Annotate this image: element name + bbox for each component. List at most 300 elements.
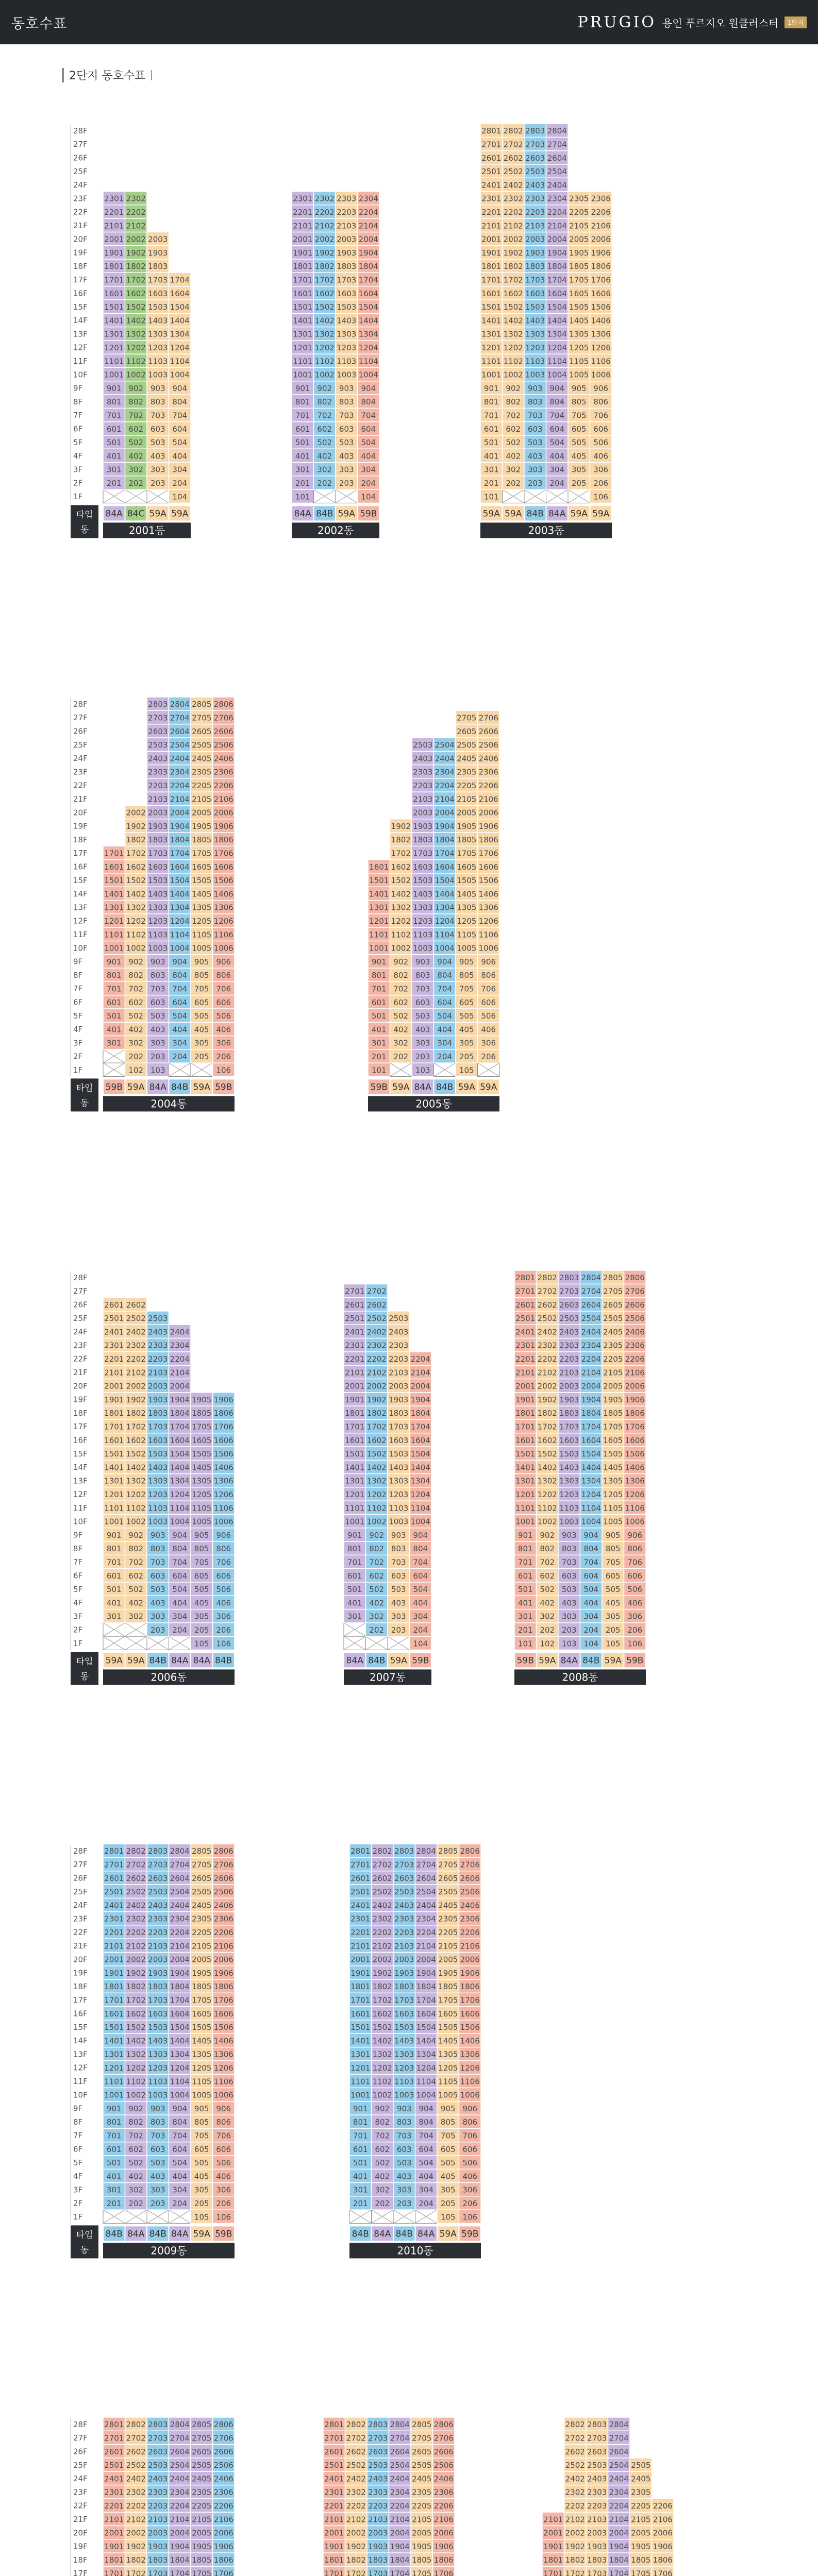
type-cell-label: 84A <box>548 509 566 519</box>
unit-number: 2306 <box>433 2487 454 2497</box>
floor-label: 19F <box>73 1395 88 1404</box>
unit-number: 2202 <box>503 207 523 217</box>
unit-number: 2003 <box>148 2528 168 2538</box>
type-cell-label: 84A <box>560 1655 578 1666</box>
floor-label: 18F <box>73 1981 88 1991</box>
unit-number: 1501 <box>345 1449 365 1459</box>
unit-number: 2303 <box>394 1914 414 1924</box>
unit-number: 2401 <box>515 1327 536 1337</box>
unit-number: 2602 <box>126 2447 146 2456</box>
unit-number: 2302 <box>366 1341 387 1350</box>
unit-number: 2002 <box>126 2528 146 2538</box>
unit-number: 203 <box>527 478 543 488</box>
unit-number: 2304 <box>170 1341 190 1350</box>
unit-number: 2605 <box>192 726 212 736</box>
unit-number: 2406 <box>433 2474 454 2484</box>
unit-number: 1801 <box>481 262 502 272</box>
unit-number: 1105 <box>192 1503 212 1513</box>
unit-number: 1802 <box>503 262 523 272</box>
unit-number: 101 <box>483 492 499 502</box>
unit-number: 1003 <box>148 943 168 953</box>
unit-number: 1803 <box>148 262 168 272</box>
floor-label: 6F <box>73 1571 83 1581</box>
unit-number: 1601 <box>104 289 124 298</box>
type-cell-label: 59A <box>149 509 166 519</box>
unit-number: 2201 <box>324 2501 344 2511</box>
unit-number: 2306 <box>591 194 611 204</box>
unit-number: 2201 <box>515 1354 536 1364</box>
unit-number: 1303 <box>148 903 168 912</box>
unit-number: 2303 <box>559 1341 579 1350</box>
unit-number: 502 <box>393 1011 409 1021</box>
unit-number: 2603 <box>368 2447 388 2456</box>
type-cell-label: 59B <box>105 1082 123 1093</box>
unit-number: 2404 <box>170 2474 190 2484</box>
unit-number: 804 <box>361 397 376 407</box>
floor-label: 10F <box>73 2090 88 2100</box>
unit-number: 601 <box>347 1571 362 1581</box>
unit-number: 404 <box>419 2172 434 2181</box>
unit-number: 1501 <box>104 302 124 312</box>
unit-number: 2805 <box>192 1846 212 1856</box>
unit-number: 2801 <box>104 1846 124 1856</box>
unit-number: 1902 <box>346 2541 366 2551</box>
unit-number: 1001 <box>104 1517 124 1527</box>
unit-number: 1002 <box>126 370 146 380</box>
unit-number: 903 <box>527 383 543 393</box>
unit-number: 2702 <box>503 140 523 149</box>
type-cell-label: 84A <box>418 2229 435 2240</box>
floor-label: 4F <box>73 1025 83 1035</box>
unit-number: 2506 <box>213 2461 233 2470</box>
unit-number: 1803 <box>587 2555 607 2565</box>
unit-number: 1602 <box>537 1435 557 1445</box>
unit-number: 2604 <box>547 153 567 163</box>
unit-number: 2206 <box>213 1927 233 1937</box>
unit-number: 2704 <box>416 1860 436 1870</box>
unit-number: 1805 <box>603 1409 623 1418</box>
unit-number: 605 <box>194 2144 209 2154</box>
unit-number: 2302 <box>372 1914 392 1924</box>
unit-number: 1003 <box>559 1517 579 1527</box>
unit-number: 2204 <box>581 1354 601 1364</box>
unit-number: 1101 <box>104 930 124 940</box>
unit-number: 2106 <box>478 794 498 804</box>
unit-number: 1301 <box>104 1476 124 1486</box>
unit-number: 303 <box>561 1612 577 1621</box>
unit-number: 503 <box>339 438 354 448</box>
type-cell-label: 84B <box>316 509 333 519</box>
unit-number: 404 <box>583 1598 599 1608</box>
unit-number: 1405 <box>192 889 212 899</box>
unit-number: 1803 <box>148 1409 168 1418</box>
unit-number: 1704 <box>170 275 190 285</box>
unit-number: 2406 <box>460 1901 480 1910</box>
unit-number: 2204 <box>416 1927 436 1937</box>
unit-number: 1201 <box>104 916 124 926</box>
unit-number: 2006 <box>625 1381 645 1391</box>
unit-number: 2404 <box>435 754 455 764</box>
unit-number: 401 <box>106 1025 122 1035</box>
unit-number: 1103 <box>389 1503 409 1513</box>
unit-number: 1305 <box>603 1476 623 1486</box>
unit-number: 2104 <box>435 794 455 804</box>
unit-number: 2204 <box>170 781 190 790</box>
unit-number: 1003 <box>413 943 433 953</box>
unit-number: 1403 <box>148 316 168 326</box>
unit-number: 2103 <box>559 1368 579 1378</box>
unit-number: 1601 <box>481 289 502 298</box>
unit-number: 1402 <box>126 1463 146 1472</box>
unit-number: 903 <box>150 1530 165 1540</box>
unit-number: 1805 <box>192 835 212 845</box>
unit-number: 2203 <box>148 1927 168 1937</box>
unit-number: 2206 <box>213 781 233 790</box>
unit-number: 1404 <box>170 2036 190 2046</box>
unit-number: 701 <box>483 411 499 420</box>
unit-number: 2303 <box>148 2487 168 2497</box>
floor-label: 22F <box>73 207 88 217</box>
unit-number: 1103 <box>559 1503 579 1513</box>
unit-number: 1502 <box>366 1449 387 1459</box>
unit-number: 2305 <box>603 1341 623 1350</box>
unit-number: 2502 <box>503 167 523 177</box>
building-2006동 <box>103 1298 235 1685</box>
unit-number: 2104 <box>358 221 378 231</box>
unit-number: 303 <box>396 2185 412 2195</box>
unit-number: 2702 <box>126 2433 146 2443</box>
unit-number: 306 <box>481 1038 496 1048</box>
unit-number: 304 <box>413 1612 428 1621</box>
unit-number: 2003 <box>525 234 545 244</box>
unit-number: 204 <box>172 1052 188 1061</box>
unit-number: 2003 <box>148 1381 168 1391</box>
unit-number: 2402 <box>126 1901 146 1910</box>
unit-number: 1105 <box>603 1503 623 1513</box>
unit-number: 2704 <box>547 140 567 149</box>
floor-label: 5F <box>73 1584 83 1594</box>
unit-number: 202 <box>317 478 332 488</box>
unit-number: 2003 <box>148 1955 168 1964</box>
unit-number: 2103 <box>148 1368 168 1378</box>
floor-label: 2F <box>73 1625 83 1635</box>
unit-number: 501 <box>483 438 499 448</box>
section-subtitle: 2단지 동호수표 <box>69 70 146 82</box>
type-cell-label: 84B <box>149 1655 166 1666</box>
unit-number: 1401 <box>369 889 389 899</box>
unit-number: 201 <box>106 478 122 488</box>
unit-number: 2302 <box>126 2487 146 2497</box>
building-name: 2009동 <box>151 2244 187 2257</box>
building-2008동 <box>514 1270 646 1685</box>
unit-number: 2006 <box>213 808 233 818</box>
unit-number: 2804 <box>416 1846 436 1856</box>
unit-number: 1406 <box>625 1463 645 1472</box>
unit-number: 2106 <box>625 1368 645 1378</box>
unit-number: 602 <box>369 1571 385 1581</box>
floor-label: 3F <box>73 2185 83 2195</box>
unit-number: 2404 <box>416 1901 436 1910</box>
unit-number: 2803 <box>368 2420 388 2430</box>
unit-number: 2404 <box>170 1327 190 1337</box>
unit-number: 2502 <box>565 2461 585 2470</box>
type-cell-label: 84B <box>526 509 544 519</box>
unit-number: 703 <box>415 984 430 994</box>
unit-number: 1704 <box>390 2569 410 2576</box>
unit-number: 1206 <box>213 2063 233 2073</box>
floor-label: 14F <box>73 316 88 326</box>
unit-number: 2103 <box>394 1941 414 1951</box>
unit-number: 702 <box>128 2131 144 2141</box>
unit-number: 2005 <box>192 808 212 818</box>
unit-number: 104 <box>172 492 188 502</box>
unit-number: 1904 <box>170 1395 190 1404</box>
unit-number: 1105 <box>438 2077 458 2087</box>
floor-label: 27F <box>73 140 88 149</box>
unit-number: 903 <box>150 957 165 967</box>
unit-number: 1706 <box>213 1422 233 1432</box>
unit-number: 506 <box>216 1011 231 1021</box>
type-cell-label: 59B <box>461 2229 479 2240</box>
unit-number: 2502 <box>372 1887 392 1897</box>
unit-number: 905 <box>571 383 587 393</box>
unit-number: 1305 <box>192 1476 212 1486</box>
unit-number: 1305 <box>569 329 589 339</box>
unit-number: 2605 <box>412 2447 432 2456</box>
type-cell-label: 84A <box>374 2229 391 2240</box>
unit-number: 1702 <box>126 2569 146 2576</box>
floor-label: 24F <box>73 754 88 764</box>
unit-number: 1004 <box>170 1517 190 1527</box>
unit-number: 1606 <box>625 1435 645 1445</box>
unit-number: 2304 <box>547 194 567 204</box>
unit-number: 2803 <box>587 2420 607 2430</box>
building-name: 2010동 <box>397 2244 433 2257</box>
unit-number: 2301 <box>515 1341 536 1350</box>
unit-number: 2701 <box>515 1286 536 1296</box>
type-cell-label: 84A <box>171 1655 189 1666</box>
unit-number: 2801 <box>481 126 502 136</box>
unit-number: 1903 <box>148 821 168 831</box>
unit-number: 301 <box>106 2185 122 2195</box>
unit-number: 2706 <box>625 1286 645 1296</box>
unit-number: 1606 <box>213 1435 233 1445</box>
unit-number: 2806 <box>625 1273 645 1283</box>
unit-number: 1204 <box>547 343 567 352</box>
floor-label: 26F <box>73 1873 88 1883</box>
unit-number: 2302 <box>126 1914 146 1924</box>
unit-number: 1904 <box>609 2541 629 2551</box>
unit-number: 1806 <box>653 2555 673 2565</box>
unit-number: 903 <box>339 383 354 393</box>
unit-number: 2304 <box>390 2487 410 2497</box>
floor-label: 17F <box>73 1422 88 1432</box>
building-2002동 <box>292 192 379 538</box>
building-2003동 <box>480 124 612 538</box>
unit-number: 806 <box>481 971 496 980</box>
unit-number: 1502 <box>503 302 523 312</box>
unit-number: 202 <box>506 478 521 488</box>
floor-label: 9F <box>73 383 83 393</box>
unit-number: 1705 <box>457 849 477 858</box>
unit-number: 805 <box>459 971 474 980</box>
unit-number: 504 <box>437 1011 453 1021</box>
unit-number: 503 <box>527 438 543 448</box>
unit-number: 1404 <box>170 889 190 899</box>
unit-number: 1103 <box>148 930 168 940</box>
unit-number: 803 <box>150 971 165 980</box>
unit-number: 2603 <box>587 2447 607 2456</box>
unit-number: 2806 <box>433 2420 454 2430</box>
unit-number: 2106 <box>433 2515 454 2524</box>
unit-number: 201 <box>517 1625 533 1635</box>
unit-number: 2702 <box>565 2433 585 2443</box>
unit-number: 503 <box>561 1585 577 1595</box>
unit-number: 1903 <box>148 1968 168 1978</box>
unit-number: 2502 <box>346 2461 366 2470</box>
unit-number: 1804 <box>581 1409 601 1418</box>
floor-label: 20F <box>73 1381 88 1391</box>
unit-number: 606 <box>216 1571 231 1581</box>
unit-number: 503 <box>391 1585 406 1595</box>
unit-number: 1905 <box>603 1395 623 1404</box>
unit-number: 401 <box>371 1025 387 1035</box>
unit-number: 1501 <box>350 2023 371 2032</box>
unit-number: 2202 <box>126 1927 146 1937</box>
type-cell-label: 84B <box>582 1655 600 1666</box>
floor-label: 10F <box>73 370 88 380</box>
unit-number: 305 <box>459 1038 474 1048</box>
unit-number: 2202 <box>372 1927 392 1937</box>
unit-number: 501 <box>106 1011 122 1021</box>
unit-number: 803 <box>415 971 430 980</box>
unit-number: 1203 <box>389 1489 409 1499</box>
unit-number: 202 <box>393 1052 409 1061</box>
unit-number: 1106 <box>591 357 611 366</box>
unit-number: 601 <box>106 424 122 434</box>
unit-number: 2801 <box>350 1846 371 1856</box>
unit-number: 2002 <box>126 1381 146 1391</box>
unit-number: 1402 <box>126 316 146 326</box>
unit-number: 604 <box>172 424 188 434</box>
unit-number: 1901 <box>104 2541 124 2551</box>
unit-number: 2403 <box>148 2474 168 2484</box>
floor-label: 25F <box>73 1313 88 1323</box>
type-cell-label: 84A <box>193 1655 210 1666</box>
unit-number: 701 <box>371 984 387 994</box>
unit-number: 304 <box>172 2185 188 2195</box>
unit-number: 601 <box>483 424 499 434</box>
unit-number: 2403 <box>148 754 168 764</box>
unit-number: 2704 <box>170 713 190 723</box>
unit-number: 1502 <box>391 876 411 886</box>
unit-number: 2603 <box>394 1873 414 1883</box>
unit-number: 1501 <box>293 302 313 312</box>
unit-number: 1506 <box>213 2023 233 2032</box>
unit-number: 2503 <box>389 1314 409 1324</box>
unit-number: 2003 <box>559 1381 579 1391</box>
unit-number: 601 <box>106 2144 122 2154</box>
unit-number: 1702 <box>503 275 523 285</box>
floor-label: 12F <box>73 2063 88 2073</box>
unit-number: 1302 <box>126 329 146 339</box>
unit-number: 101 <box>371 1065 387 1075</box>
unit-number: 1804 <box>170 1982 190 1992</box>
unit-number: 1202 <box>126 2063 146 2073</box>
unit-number: 802 <box>506 397 521 407</box>
unit-number: 2405 <box>192 2474 212 2484</box>
unit-number: 1605 <box>192 2009 212 2019</box>
unit-number: 2702 <box>537 1286 557 1296</box>
unit-number: 2602 <box>565 2447 585 2456</box>
unit-number: 2005 <box>192 1955 212 1964</box>
unit-number: 2503 <box>413 740 433 750</box>
unit-number: 2205 <box>603 1354 623 1364</box>
unit-number: 1902 <box>366 1395 387 1404</box>
unit-number: 1104 <box>170 1503 190 1513</box>
unit-number: 304 <box>361 465 376 474</box>
unit-number: 1101 <box>104 357 124 366</box>
unit-number: 1804 <box>547 262 567 272</box>
unit-number: 1401 <box>104 889 124 899</box>
type-cell-label: 84C <box>127 509 145 519</box>
floor-label: 27F <box>73 1286 88 1296</box>
floor-label: 18F <box>73 835 88 844</box>
unit-number: 1302 <box>126 1476 146 1486</box>
unit-number: 2002 <box>126 1955 146 1964</box>
unit-number: 1201 <box>104 1489 124 1499</box>
unit-number: 1701 <box>104 1422 124 1432</box>
unit-number: 803 <box>339 397 354 407</box>
unit-number: 702 <box>128 1557 144 1567</box>
floor-label: 21F <box>73 1368 88 1378</box>
type-cell-label: 84A <box>105 509 123 519</box>
unit-number: 1203 <box>559 1489 579 1499</box>
unit-number: 1103 <box>525 357 545 366</box>
unit-number: 1206 <box>478 916 498 926</box>
unit-number: 2802 <box>565 2420 585 2430</box>
unit-number: 1905 <box>412 2541 432 2551</box>
unit-number: 2105 <box>192 2515 212 2524</box>
unit-number: 802 <box>128 397 144 407</box>
unit-number: 1305 <box>457 903 477 912</box>
unit-number: 1104 <box>170 357 190 366</box>
unit-number: 1506 <box>478 876 498 886</box>
unit-number: 2203 <box>148 2501 168 2511</box>
unit-number: 401 <box>295 451 310 461</box>
unit-number: 2403 <box>389 1327 409 1337</box>
unit-number: 705 <box>605 1557 621 1567</box>
unit-number: 604 <box>583 1571 599 1581</box>
unit-number: 1204 <box>170 343 190 352</box>
unit-number: 1702 <box>126 849 146 858</box>
unit-number: 1505 <box>569 302 589 312</box>
unit-number: 502 <box>128 438 144 448</box>
unit-number: 906 <box>462 2104 478 2113</box>
floor-label: 27F <box>73 713 88 723</box>
unit-number: 1703 <box>368 2569 388 2576</box>
unit-number: 501 <box>371 1011 387 1021</box>
unit-number: 1104 <box>547 357 567 366</box>
unit-number: 1806 <box>213 2555 233 2565</box>
unit-number: 2002 <box>503 234 523 244</box>
unit-number: 2301 <box>345 1341 365 1350</box>
unit-number: 204 <box>172 478 188 488</box>
unit-number: 1304 <box>547 329 567 339</box>
unit-number: 1406 <box>478 889 498 899</box>
unit-number: 1003 <box>394 2090 414 2100</box>
unit-number: 2504 <box>547 167 567 177</box>
